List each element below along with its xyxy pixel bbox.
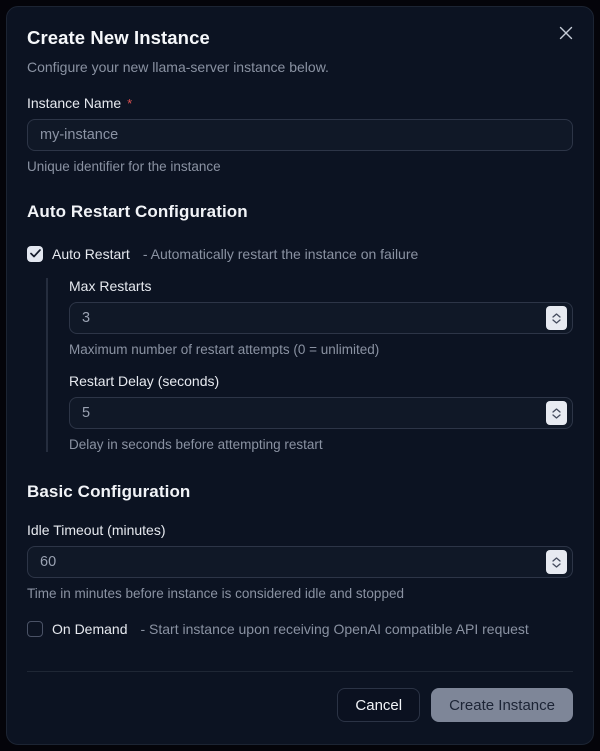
create-instance-dialog (6, 6, 594, 745)
idle-timeout-input[interactable] (27, 546, 573, 578)
idle-timeout-stepper[interactable] (546, 550, 567, 574)
auto-restart-options (46, 278, 573, 452)
max-restarts-help: Maximum number of restart attempts (0 = unlimited) (69, 342, 380, 357)
on-demand-description: - Start instance upon receiving OpenAI compatible API request (140, 621, 529, 637)
max-restarts-input[interactable] (69, 302, 573, 334)
dialog-footer (27, 671, 573, 722)
idle-timeout-label: Idle Timeout (minutes) (27, 522, 166, 538)
chevron-down-icon (552, 414, 561, 419)
required-asterisk: * (127, 96, 133, 111)
instance-name-group (27, 95, 573, 174)
create-instance-button[interactable]: Create Instance (431, 688, 573, 722)
restart-delay-help: Delay in seconds before attempting restart (69, 437, 323, 452)
chevron-down-icon (552, 563, 561, 568)
dialog-subtitle: Configure your new llama-server instance below. (27, 59, 329, 75)
instance-name-label-text: Instance Name (27, 95, 122, 111)
chevron-down-icon (552, 319, 561, 324)
dialog-title: Create New Instance (27, 27, 210, 48)
restart-delay-label: Restart Delay (seconds) (69, 373, 220, 389)
restart-delay-group (69, 373, 573, 452)
max-restarts-group (69, 278, 573, 357)
checkmark-icon (30, 245, 41, 263)
close-button[interactable] (557, 25, 575, 43)
auto-restart-section-heading: Auto Restart Configuration (27, 202, 248, 221)
auto-restart-description: - Automatically restart the instance on failure (142, 246, 419, 262)
restart-delay-stepper[interactable] (546, 401, 567, 425)
max-restarts-stepper[interactable] (546, 306, 567, 330)
restart-delay-input[interactable] (69, 397, 573, 429)
dialog-body[interactable] (7, 95, 593, 659)
auto-restart-checkbox-row (27, 244, 573, 264)
auto-restart-label[interactable]: Auto Restart (52, 246, 130, 262)
instance-name-input[interactable] (27, 119, 573, 151)
on-demand-label[interactable]: On Demand (52, 621, 128, 637)
close-icon (559, 26, 573, 43)
chevron-up-icon (552, 557, 561, 562)
cancel-button[interactable]: Cancel (337, 688, 420, 722)
max-restarts-label: Max Restarts (69, 278, 152, 294)
idle-timeout-help: Time in minutes before instance is considered idle and stopped (27, 586, 404, 601)
instance-name-label (27, 95, 573, 111)
chevron-up-icon (552, 408, 561, 413)
instance-name-help: Unique identifier for the instance (27, 159, 221, 174)
chevron-up-icon (552, 313, 561, 318)
on-demand-checkbox[interactable] (27, 621, 43, 637)
dialog-header (7, 7, 593, 75)
on-demand-checkbox-row (27, 619, 573, 639)
auto-restart-checkbox[interactable] (27, 246, 43, 262)
idle-timeout-group (27, 522, 573, 601)
basic-section-heading: Basic Configuration (27, 482, 191, 501)
